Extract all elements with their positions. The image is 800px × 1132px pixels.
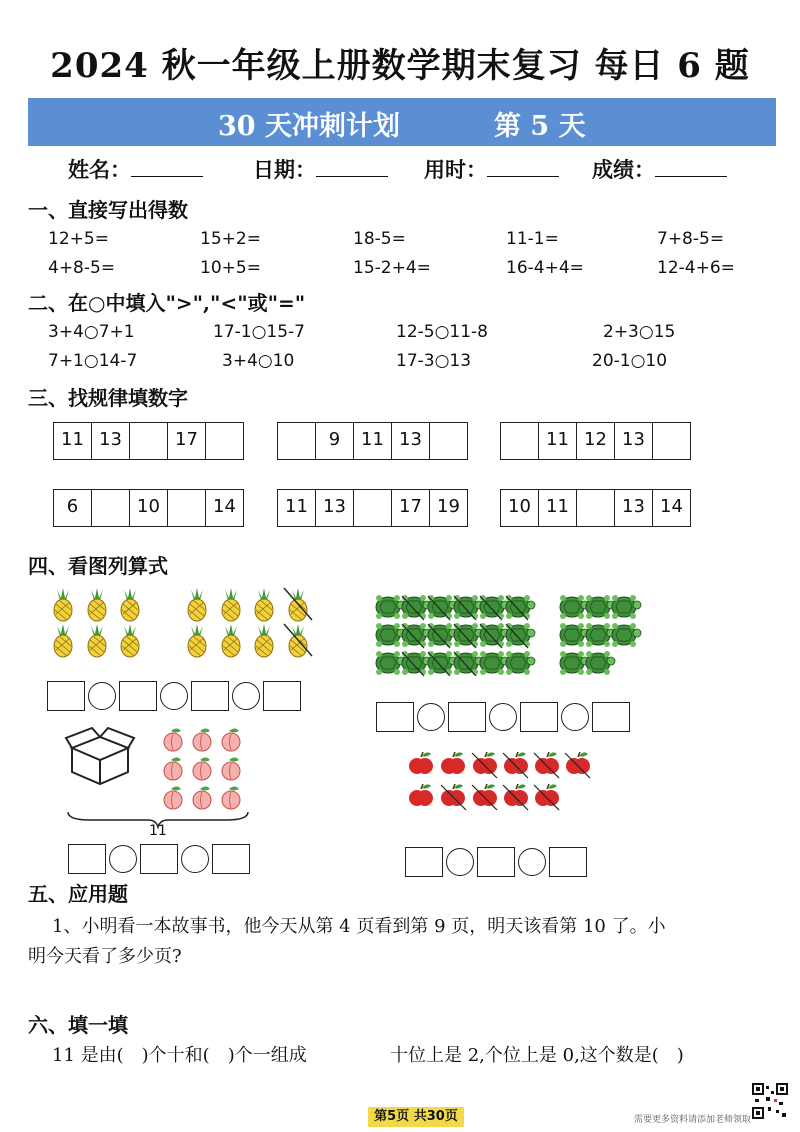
answer-box[interactable] — [520, 702, 558, 732]
sequence-cell: 11 — [354, 423, 392, 459]
sequence-cell: 13 — [316, 490, 354, 526]
word-problem-line-1: 1、小明看一本故事书，他今天从第 4 页看到第 9 页，明天该看第 10 了。小 — [52, 916, 666, 937]
sequence-cell: 6 — [54, 490, 92, 526]
sequence-cell: 17 — [392, 490, 430, 526]
page-number: 第5页 共30页 — [368, 1107, 464, 1127]
section-4-heading: 四、看图列算式 — [28, 554, 168, 578]
section-3-heading: 三、找规律填数字 — [28, 386, 188, 410]
blank-line[interactable] — [655, 158, 727, 177]
compare-item: 3+4○10 — [222, 351, 295, 371]
answer-box[interactable] — [119, 681, 157, 711]
answer-box[interactable] — [549, 847, 587, 877]
compare-item: 7+1○14-7 — [48, 351, 138, 371]
sequence-cell: 10 — [501, 490, 539, 526]
compare-item: 2+3○15 — [603, 322, 676, 342]
time-field[interactable]: 用时： — [424, 154, 559, 184]
banner-day: 第 5 天 — [494, 111, 586, 142]
sequence-row-3 — [500, 422, 691, 460]
sequence-blank-cell[interactable] — [430, 423, 467, 459]
blank-line[interactable] — [487, 158, 559, 177]
calc-item: 16-4+4= — [506, 258, 584, 278]
name-field[interactable]: 姓名： — [68, 154, 203, 184]
equation-answer-1[interactable] — [47, 681, 301, 711]
sequence-cell: 14 — [213, 496, 236, 517]
answer-box[interactable] — [376, 702, 414, 732]
section-1-heading: 一、直接写出得数 — [28, 198, 188, 222]
answer-box[interactable] — [212, 844, 250, 874]
sequence-blank-cell[interactable] — [168, 490, 206, 526]
page-title: 2024 秋一年级上册数学期末复习 每日 6 题 — [50, 46, 750, 86]
operator-circle[interactable] — [232, 682, 260, 710]
calc-item: 15+2= — [200, 229, 261, 249]
sequence-blank-cell[interactable] — [206, 423, 243, 459]
compare-item: 12-5○11-8 — [396, 322, 488, 342]
section-5-heading: 五、应用题 — [28, 882, 128, 906]
date-field[interactable]: 日期： — [253, 154, 388, 184]
sequence-row-5 — [277, 489, 468, 527]
fill-question-1: 11 是由( )个十和( )个一组成 — [52, 1045, 307, 1066]
sequence-blank-cell[interactable] — [278, 423, 316, 459]
equation-answer-2[interactable] — [376, 702, 630, 732]
sequence-cell: 13 — [392, 423, 430, 459]
sequence-row-4 — [53, 489, 244, 527]
apple-group — [409, 752, 590, 810]
section-6-heading: 六、填一填 — [28, 1013, 128, 1037]
sequence-cell: 12 — [577, 423, 615, 459]
sequence-cell: 19 — [437, 496, 460, 517]
equation-answer-4[interactable] — [405, 847, 587, 877]
sequence-cell: 13 — [615, 423, 653, 459]
answer-box[interactable] — [592, 702, 630, 732]
answer-box[interactable] — [448, 702, 486, 732]
sequence-cell: 9 — [316, 423, 354, 459]
answer-box[interactable] — [405, 847, 443, 877]
box-icon — [66, 728, 134, 784]
sequence-blank-cell[interactable] — [130, 423, 168, 459]
sequence-row-6 — [500, 489, 691, 527]
sequence-row-1 — [53, 422, 244, 460]
footer-note: 需要更多资料请添加老师领取 — [634, 1115, 752, 1125]
blank-line[interactable] — [131, 158, 203, 177]
answer-box[interactable] — [477, 847, 515, 877]
compare-item: 3+4○7+1 — [48, 322, 135, 342]
answer-box[interactable] — [68, 844, 106, 874]
pineapple-group — [54, 588, 312, 657]
compare-item: 17-1○15-7 — [213, 322, 305, 342]
compare-item: 20-1○10 — [592, 351, 668, 371]
operator-circle[interactable] — [88, 682, 116, 710]
blank-line[interactable] — [316, 158, 388, 177]
sequence-cell: 13 — [92, 423, 130, 459]
fill-question-2: 十位上是 2,个位上是 0,这个数是( ) — [390, 1045, 684, 1066]
sequence-blank-cell[interactable] — [653, 423, 690, 459]
answer-box[interactable] — [191, 681, 229, 711]
banner-plan: 30 天冲刺计划 — [218, 111, 400, 142]
sequence-cell: 11 — [278, 490, 316, 526]
sequence-blank-cell[interactable] — [501, 423, 539, 459]
calc-item: 11-1= — [506, 229, 559, 249]
sequence-blank-cell[interactable] — [577, 490, 615, 526]
sequence-cell: 17 — [168, 423, 206, 459]
turtle-group — [376, 595, 641, 676]
sequence-blank-cell[interactable] — [354, 490, 392, 526]
sequence-row-2 — [277, 422, 468, 460]
calc-item: 15-2+4= — [353, 258, 431, 278]
sequence-cell: 14 — [660, 496, 683, 517]
calc-item: 10+5= — [200, 258, 261, 278]
answer-box[interactable] — [47, 681, 85, 711]
compare-item: 17-3○13 — [396, 351, 472, 371]
peach-group — [164, 729, 240, 810]
sequence-cell: 11 — [539, 423, 577, 459]
calc-item: 18-5= — [353, 229, 406, 249]
sequence-cell: 13 — [615, 490, 653, 526]
word-problem-line-2: 明今天看了多少页? — [28, 946, 182, 967]
sequence-cell: 10 — [130, 490, 168, 526]
score-field[interactable]: 成绩： — [592, 154, 727, 184]
calc-item: 7+8-5= — [657, 229, 725, 249]
calc-item: 12+5= — [48, 229, 109, 249]
equation-answer-3[interactable] — [68, 844, 250, 874]
operator-circle[interactable] — [446, 848, 474, 876]
brace-label: 11 — [149, 823, 167, 839]
sequence-cell: 11 — [539, 490, 577, 526]
operator-circle[interactable] — [181, 845, 209, 873]
qr-code-icon — [752, 1083, 788, 1119]
operator-circle[interactable] — [160, 682, 188, 710]
operator-circle[interactable] — [518, 848, 546, 876]
operator-circle[interactable] — [417, 703, 445, 731]
answer-box[interactable] — [263, 681, 301, 711]
calc-item: 12-4+6= — [657, 258, 735, 278]
sequence-cell: 11 — [54, 423, 92, 459]
section-2-heading: 二、在○中填入">","<"或"=" — [28, 291, 306, 315]
calc-item: 4+8-5= — [48, 258, 116, 278]
sequence-blank-cell[interactable] — [92, 490, 130, 526]
answer-box[interactable] — [140, 844, 178, 874]
banner — [28, 98, 776, 146]
operator-circle[interactable] — [109, 845, 137, 873]
operator-circle[interactable] — [489, 703, 517, 731]
operator-circle[interactable] — [561, 703, 589, 731]
